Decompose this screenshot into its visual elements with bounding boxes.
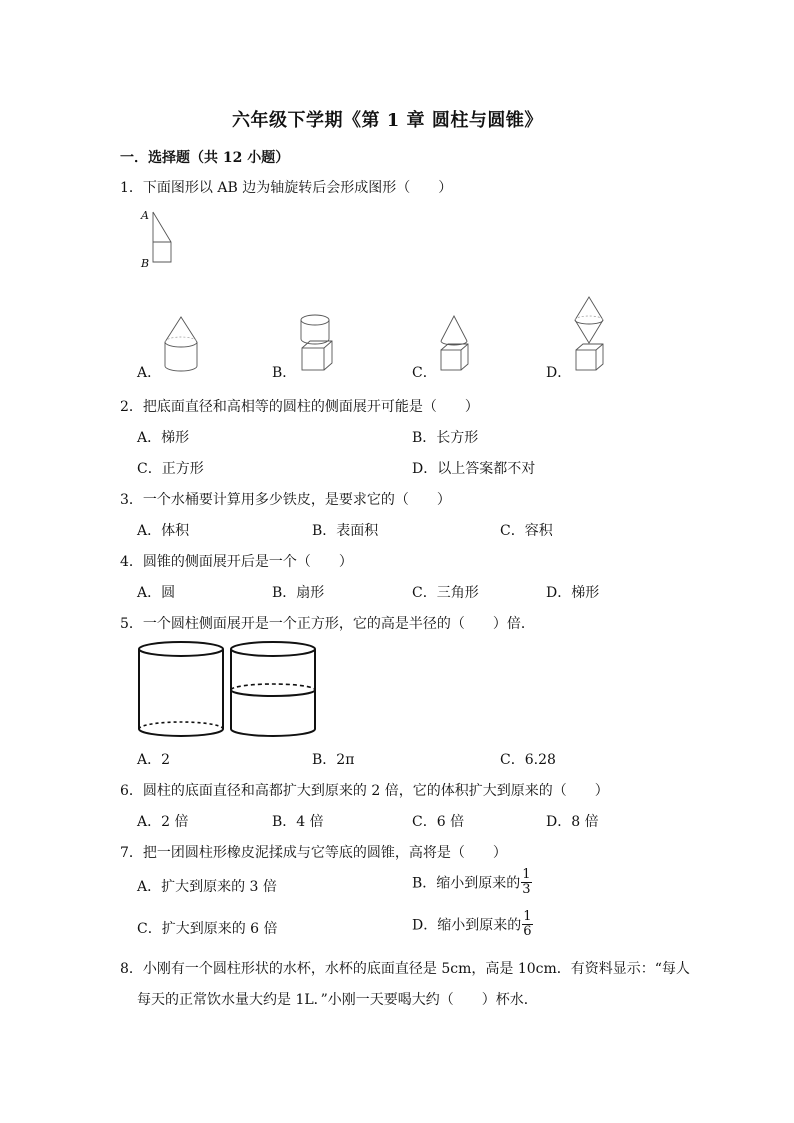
q3-option-b[interactable]: B．表面积 — [312, 523, 379, 539]
double-cone-on-cube-icon — [570, 295, 612, 375]
question-2-stem: 2．把底面直径和高相等的圆柱的侧面展开可能是（ ） — [120, 399, 479, 415]
fraction-one-third — [521, 868, 531, 897]
question-6-stem: 6．圆柱的底面直径和高都扩大到原来的 2 倍，它的体积扩大到原来的（ ） — [120, 783, 609, 799]
question-4-stem: 4．圆锥的侧面展开后是一个（ ） — [120, 554, 353, 570]
cylinder-on-cube-icon — [298, 312, 338, 376]
q2-option-a[interactable]: A．梯形 — [137, 430, 190, 446]
page-title: 六年级下学期《第 1 章 圆柱与圆锥》 — [232, 110, 543, 131]
q7-option-d[interactable] — [412, 910, 533, 939]
q1-option-c[interactable]: C． — [412, 365, 437, 381]
q2-option-c[interactable]: C．正方形 — [137, 461, 204, 477]
fraction-numerator: 1 — [522, 867, 531, 882]
q1-option-d[interactable]: D． — [546, 365, 572, 381]
q5-option-a[interactable]: A．2 — [137, 752, 171, 768]
two-cylinders-figure — [137, 640, 327, 740]
q7-option-d-label: D．缩小到原来的 — [412, 917, 522, 934]
triangle-square-figure — [150, 210, 180, 270]
cone-on-cube-icon — [436, 314, 476, 376]
q7-option-c[interactable]: C．扩大到原来的 6 倍 — [137, 921, 278, 937]
q1-option-a[interactable]: A． — [137, 365, 162, 381]
figure-label-a: A — [141, 209, 149, 222]
cone-on-cylinder-icon — [160, 315, 206, 375]
q7-option-a[interactable]: A．扩大到原来的 3 倍 — [137, 879, 277, 895]
fraction-numerator: 1 — [523, 909, 532, 924]
q7-option-b[interactable] — [412, 868, 532, 897]
question-8-stem-line-1: 8．小刚有一个圆柱形状的水杯，水杯的底面直径是 5cm，高是 10cm．有资料显示：“每人 — [120, 961, 690, 977]
q2-option-b[interactable]: B．长方形 — [412, 430, 479, 446]
question-1-stem: 1．下面图形以 AB 边为轴旋转后会形成图形（ ） — [120, 180, 453, 196]
q4-option-b[interactable]: B．扇形 — [272, 585, 325, 601]
q6-option-c[interactable]: C．6 倍 — [412, 814, 465, 830]
q4-option-d[interactable]: D．梯形 — [546, 585, 600, 601]
q7-option-b-label: B．缩小到原来的 — [412, 875, 521, 892]
q6-option-b[interactable]: B．4 倍 — [272, 814, 324, 830]
q5-option-c[interactable]: C．6.28 — [500, 752, 556, 768]
q4-option-c[interactable]: C．三角形 — [412, 585, 479, 601]
figure-label-b: B — [141, 257, 150, 270]
q5-option-b[interactable]: B．2π — [312, 752, 355, 768]
q2-option-d[interactable]: D．以上答案都不对 — [412, 461, 536, 477]
q3-option-a[interactable]: A．体积 — [137, 523, 190, 539]
question-8-stem-line-2: 每天的正常饮水量大约是 1L．”小刚一天要喝大约（ ）杯水． — [137, 992, 538, 1008]
question-7-stem: 7．把一团圆柱形橡皮泥揉成与它等底的圆锥，高将是（ ） — [120, 845, 507, 861]
q4-option-a[interactable]: A．圆 — [137, 585, 176, 601]
section-heading: 一．选择题（共 12 小题） — [120, 150, 290, 166]
q3-option-c[interactable]: C．容积 — [500, 523, 553, 539]
question-3-stem: 3．一个水桶要计算用多少铁皮，是要求它的（ ） — [120, 492, 451, 508]
question-5-stem: 5．一个圆柱侧面展开是一个正方形，它的高是半径的（ ）倍． — [120, 616, 535, 632]
q1-option-b[interactable]: B． — [272, 365, 297, 381]
q6-option-d[interactable]: D．8 倍 — [546, 814, 599, 830]
q6-option-a[interactable]: A．2 倍 — [137, 814, 189, 830]
fraction-one-sixth — [522, 910, 532, 939]
fraction-denominator: 3 — [522, 882, 531, 897]
fraction-denominator: 6 — [523, 924, 532, 939]
